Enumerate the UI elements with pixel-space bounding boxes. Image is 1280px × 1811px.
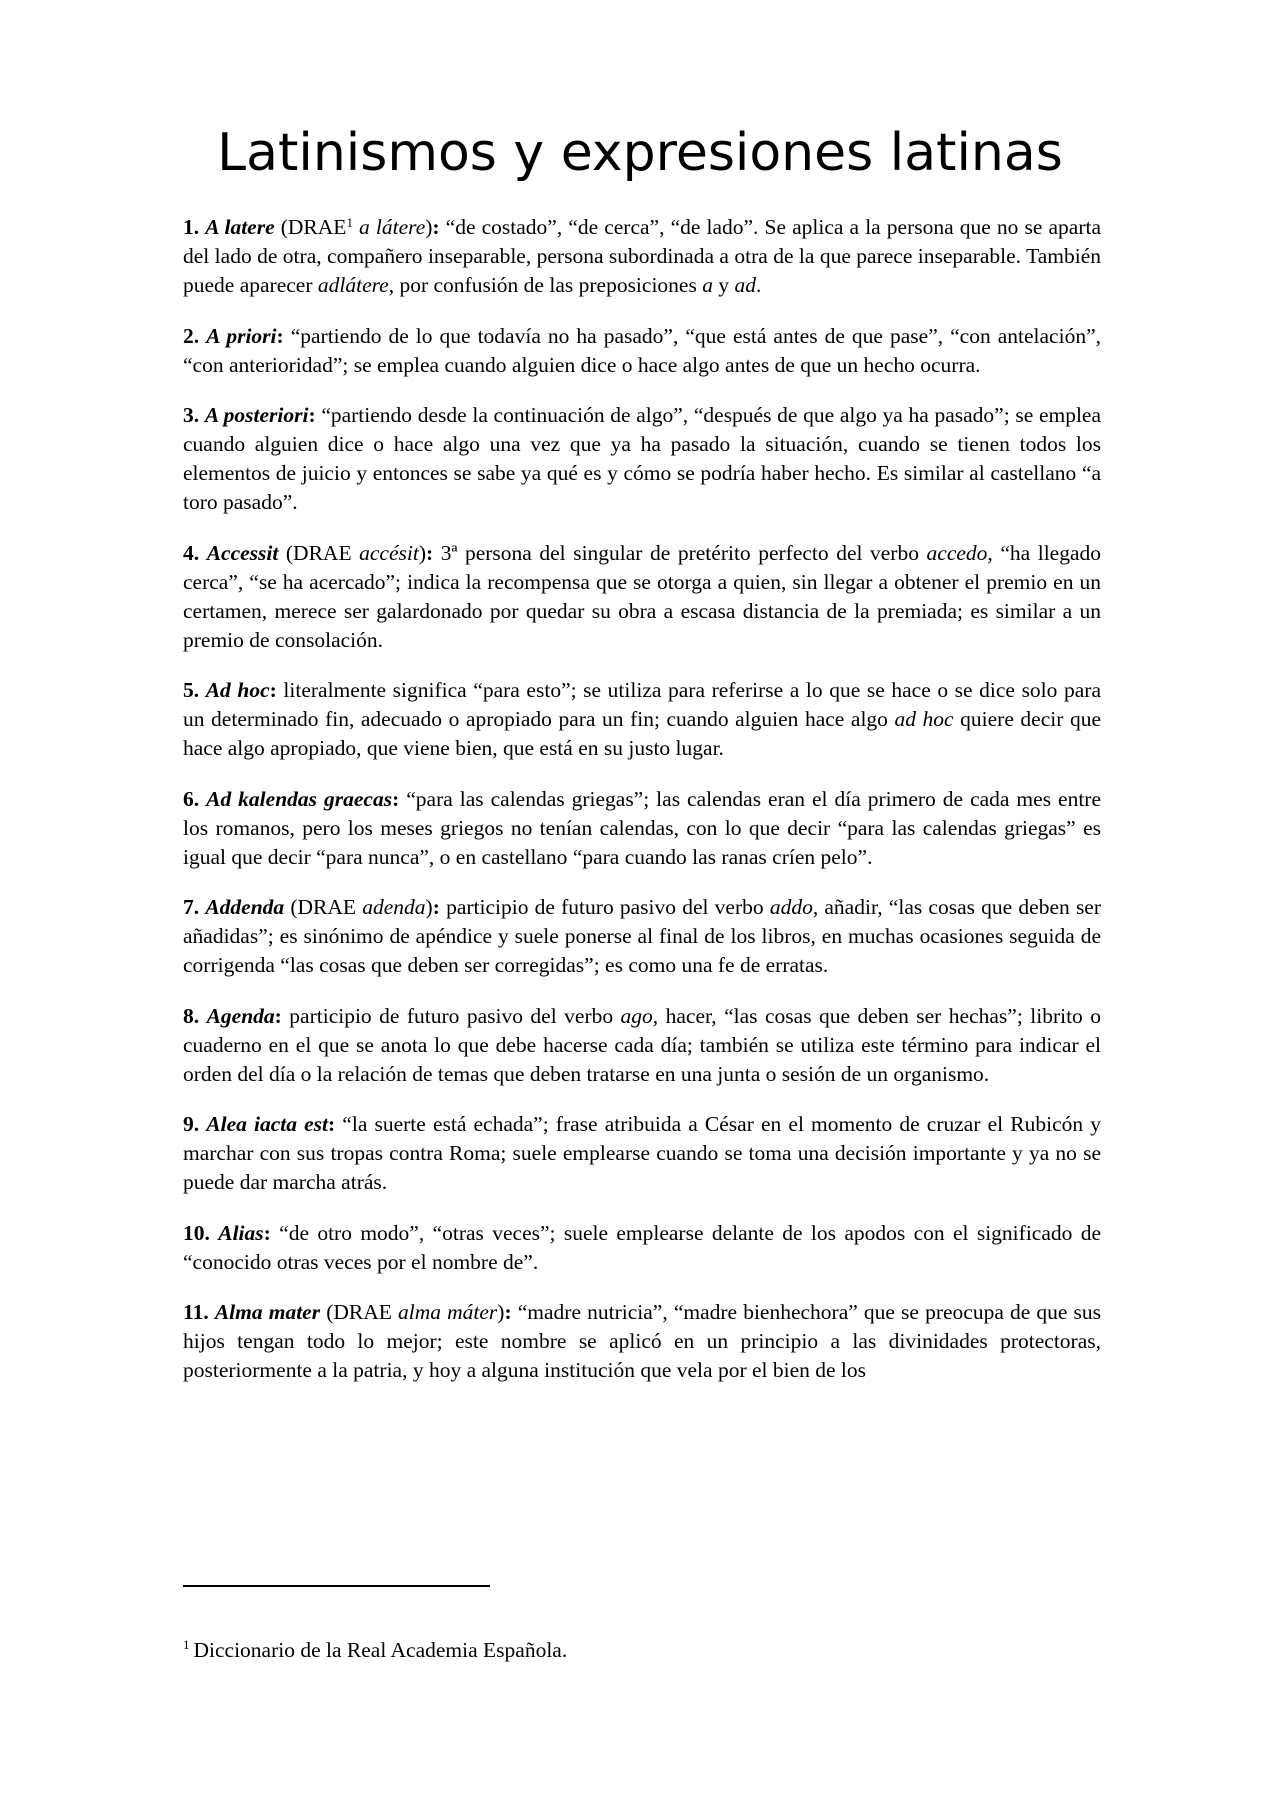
entry-colon: : bbox=[504, 1300, 512, 1324]
entry-a-latere bbox=[183, 213, 1101, 300]
entry-definition: . bbox=[755, 273, 762, 297]
entry-number: 2. bbox=[183, 323, 200, 348]
entry-definition: , por confusión de las preposiciones bbox=[388, 273, 703, 297]
entry-term: Addenda bbox=[205, 895, 285, 919]
entry-drae-close: ) bbox=[497, 1300, 505, 1324]
entry-definition: “de otro modo”, “otras veces”; suele emplearse delante de los apodos con el significado de “conocido otras veces por el nombre de”. bbox=[183, 1220, 1102, 1274]
entry-drae-close: ) bbox=[418, 540, 427, 565]
footnote-reference: 1 bbox=[346, 215, 353, 230]
entry-definition: “la suerte está echada”; frase atribuida a César en el momento de cruzar el Rubicón y marchar con sus tropas contra Roma; suele emplearse cuando se toma una decisión importante y ya no se puede dar marcha atrás. bbox=[183, 1112, 1102, 1194]
entry-number: 4. bbox=[183, 540, 200, 565]
footnote-text: Diccionario de la Real Academia Española. bbox=[193, 1638, 568, 1662]
entry-definition: literalmente significa “para esto”; se utiliza para referirse a lo que se hace o se dice solo para un determinado fin, adecuado o apropiado para un fin; cuando alguien hace algo bbox=[183, 678, 1101, 731]
entry-ad-kalendas-graecas bbox=[183, 785, 1101, 872]
entry-drae-open: (DRAE bbox=[284, 895, 363, 919]
entry-drae-open: (DRAE bbox=[278, 540, 360, 565]
entry-number: 5. bbox=[183, 678, 200, 702]
entry-term: Alea iacta est bbox=[206, 1112, 328, 1136]
entry-definition: “partiendo de lo que todavía no ha pasado”, “que está antes de que pase”, “con antelación”, “con anterioridad”; se emplea cuando alguien dice o hace algo antes de que un hecho ocurra. bbox=[183, 323, 1101, 377]
entry-number: 11. bbox=[183, 1300, 209, 1324]
entry-definition: , “ha llegado cerca”, “se ha acercado”; indica la recompensa que se otorga a quien, sin llegar a obtener el premio en un certamen, merece ser galardonado por quedar su obra a escasa distancia de la premiada; es similar a un premio de consolación. bbox=[183, 540, 1102, 652]
entry-colon: : bbox=[432, 215, 440, 239]
entry-definition: “para las calendas griegas”; las calendas eran el día primero de cada mes entre los romanos, pero los meses griegos no tenían calendas, con lo que decir “para las calendas griegas” es igual que decir “para nunca”, o en castellano “para cuando las ranas críen pelo”. bbox=[183, 786, 1102, 869]
entry-definition-italic: adlátere bbox=[317, 273, 389, 297]
entry-definition: quiere decir que hace algo apropiado, que viene bien, que está en su justo lugar. bbox=[183, 707, 1101, 760]
entry-term: A posteriori bbox=[204, 403, 309, 427]
entry-number: 6. bbox=[183, 786, 200, 811]
entry-term: Alma mater bbox=[214, 1300, 321, 1324]
entry-drae-open: (DRAE bbox=[320, 1300, 399, 1324]
footnote bbox=[183, 1636, 1101, 1665]
entry-alias bbox=[183, 1219, 1101, 1277]
entry-definition: participio de futuro pasivo del verbo bbox=[439, 895, 770, 919]
entry-number: 10. bbox=[183, 1220, 210, 1245]
entry-number: 3. bbox=[183, 403, 200, 427]
entry-definition-italic: ago bbox=[620, 1003, 653, 1028]
entry-term: A priori bbox=[206, 323, 277, 348]
entry-definition: “partiendo desde la continuación de algo”, “después de que algo ya ha pasado”; se emplea cuando alguien dice o hace algo una vez que ya ha pasado la situación, cuando se tienen todos los elementos de juicio y entonces se sabe ya qué es y cómo se podría haber hecho. Es similar al castellano “a toro pasado”. bbox=[183, 403, 1102, 514]
entry-definition-italic: ad bbox=[734, 273, 756, 297]
entry-number: 8. bbox=[183, 1003, 200, 1028]
entry-definition-italic: accedo bbox=[926, 540, 988, 565]
entry-a-posteriori bbox=[183, 401, 1101, 517]
entry-colon: : bbox=[426, 540, 434, 565]
entry-colon: : bbox=[328, 1112, 336, 1136]
entry-drae-form: a látere bbox=[352, 215, 426, 239]
entry-definition: 3ª persona del singular de pretérito perfecto del verbo bbox=[433, 540, 927, 565]
entry-colon: : bbox=[263, 1220, 271, 1245]
entry-term: Agenda bbox=[206, 1003, 275, 1028]
entry-number: 1. bbox=[183, 215, 200, 239]
entry-colon: : bbox=[269, 678, 277, 702]
entry-agenda bbox=[183, 1002, 1101, 1089]
entry-addenda bbox=[183, 893, 1101, 980]
entry-definition: “madre nutricia”, “madre bienhechora” que se preocupa de que sus hijos tengan todo lo mejor; este nombre se aplicó en un principio a las divinidades protectoras, posteriormente a la patria, y hoy a alguna institución que vela por el bien de los bbox=[183, 1300, 1102, 1382]
entry-definition: , hacer, “las cosas que deben ser hechas”; librito o cuaderno en el que se anota lo que debe hacerse cada día; también se utiliza este término para indicar el orden del día o la relación de temas que deben tratarse en una junta o sesión de un organismo. bbox=[183, 1003, 1102, 1086]
entry-term: Alias bbox=[218, 1220, 264, 1245]
footnote-marker: 1 bbox=[183, 1637, 190, 1652]
entry-term: Ad hoc bbox=[205, 678, 270, 702]
entry-number: 7. bbox=[183, 895, 200, 919]
entry-drae-close: ) bbox=[425, 215, 433, 239]
page-title: Latinismos y expresiones latinas bbox=[217, 123, 1063, 183]
entry-definition: participio de futuro pasivo del verbo bbox=[281, 1003, 621, 1028]
entry-drae-form: accésit bbox=[359, 540, 419, 565]
entry-drae-close: ) bbox=[425, 895, 433, 919]
entry-term: A latere bbox=[205, 215, 275, 239]
entry-alma-mater bbox=[183, 1298, 1101, 1385]
entry-colon: : bbox=[274, 1003, 282, 1028]
entry-number: 9. bbox=[183, 1112, 200, 1136]
entry-definition-italic: ad hoc bbox=[894, 707, 954, 731]
entry-ad-hoc bbox=[183, 676, 1101, 763]
entry-definition: y bbox=[712, 273, 735, 297]
entry-definition: , añadir, “las cosas que deben ser añadidas”; es sinónimo de apéndice y suele ponerse al final de los libros, en muchas ocasiones seguida de corrigenda “las cosas que deben ser corregidas”; es como una fe de erratas. bbox=[183, 895, 1102, 977]
footnote-divider bbox=[183, 1585, 490, 1587]
entry-colon: : bbox=[392, 786, 400, 811]
entry-colon: : bbox=[308, 403, 316, 427]
entry-colon: : bbox=[432, 895, 440, 919]
entry-term: Accessit bbox=[206, 540, 279, 565]
entry-drae-form: alma máter bbox=[398, 1300, 498, 1324]
entry-definition-italic: a bbox=[702, 273, 713, 297]
entry-a-priori bbox=[183, 322, 1101, 380]
entry-colon: : bbox=[276, 323, 284, 348]
entry-drae-form: adenda bbox=[362, 895, 426, 919]
entry-alea-iacta-est bbox=[183, 1110, 1101, 1197]
entry-list bbox=[183, 213, 1101, 1407]
entry-term: Ad kalendas graecas bbox=[206, 786, 393, 811]
entry-drae-open: (DRAE bbox=[274, 215, 347, 239]
entry-accessit bbox=[183, 539, 1101, 655]
entry-definition: “de costado”, “de cerca”, “de lado”. Se aplica a la persona que no se aparta del lado de otra, compañero inseparable, persona subordinada a otra de la que parece inseparable. También puede aparecer bbox=[183, 215, 1102, 297]
entry-definition-italic: addo bbox=[769, 895, 813, 919]
